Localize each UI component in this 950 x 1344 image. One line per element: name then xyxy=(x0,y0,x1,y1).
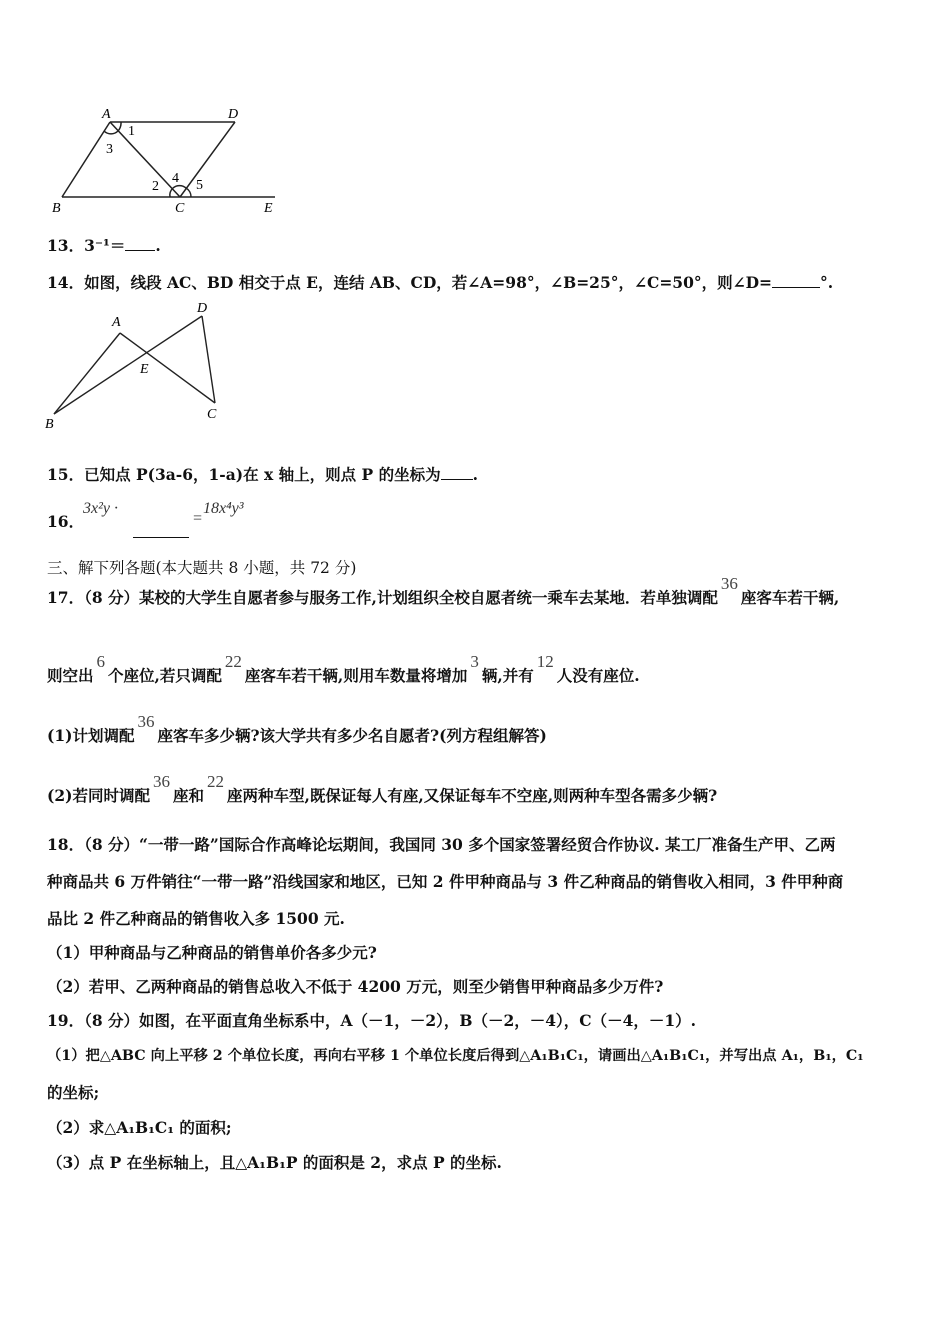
angle-3-label: 3 xyxy=(106,142,113,157)
question-18-part-1: （1）甲种商品与乙种商品的销售单价各多少元? xyxy=(47,943,377,962)
question-17-line-2: 则空出6个座位,若只调配22座客车若干辆,则用车数量将增加3辆,并有12人没有座位. xyxy=(47,652,640,685)
label-A: A xyxy=(102,107,111,122)
label-E: E xyxy=(264,201,273,216)
crossing-segments-figure xyxy=(40,298,240,438)
answer-blank[interactable] xyxy=(133,523,189,542)
label-B: B xyxy=(45,417,54,432)
answer-blank[interactable] xyxy=(125,249,155,251)
question-19-line-1: 19．（8 分）如图，在平面直角坐标系中，A（－1，－2），B（－2，－4），C（－4，－1）. xyxy=(47,1011,697,1030)
question-18-line-1: 18．（8 分）“一带一路”国际合作高峰论坛期间，我国同 30 多个国家签署经贸合作协议. 某工厂准备生产甲、乙两 xyxy=(47,835,836,854)
angle-5-label: 5 xyxy=(196,178,203,193)
label-C: C xyxy=(207,407,217,422)
question-15: 15．已知点 P(3a-6，1-a)在 x 轴上，则点 P 的坐标为 . xyxy=(47,465,478,484)
question-19-part-2: （2）求△A₁B₁C₁ 的面积; xyxy=(47,1118,232,1137)
question-17-line-1: 17．（8 分）某校的大学生自愿者参与服务工作,计划组织全校自愿者统一乘车去某地．若单独调配36座客车若干辆, xyxy=(47,574,840,607)
answer-blank[interactable] xyxy=(441,478,473,480)
label-B: B xyxy=(52,201,61,216)
label-E: E xyxy=(140,362,149,377)
label-A: A xyxy=(112,315,121,330)
equals-sign: = xyxy=(192,510,203,527)
question-19-part-1: （1）把△ABC 向上平移 2 个单位长度，再向右平移 1 个单位长度后得到△A₁B₁C₁，请画出△A₁B₁C₁，并写出点 A₁，B₁，C₁ xyxy=(47,1048,864,1064)
question-18-line-3: 品比 2 件乙种商品的销售收入多 1500 元. xyxy=(47,909,345,928)
question-16: 16． xyxy=(47,512,85,531)
question-14: 14．如图，线段 AC、BD 相交于点 E，连结 AB、CD，若∠A=98°，∠B=25°，∠C=50°，则∠D= °. xyxy=(47,273,834,292)
question-17-part-2: (2)若同时调配36座和22座两种车型,既保证每人有座,又保证每车不空座,则两种车型各需多少辆? xyxy=(47,772,718,805)
question-19-part-1-continued: 的坐标; xyxy=(47,1083,100,1102)
expression-left: 3x²y · xyxy=(83,500,118,517)
angle-1-label: 1 xyxy=(128,124,135,139)
parallelogram-figure xyxy=(40,100,300,220)
label-C: C xyxy=(175,201,185,216)
section-title: 三、解下列各题(本大题共 8 小题，共 72 分) xyxy=(47,559,357,577)
question-13: 13．3⁻¹＝ . xyxy=(47,236,161,255)
expression-right: 18x⁴y³ xyxy=(203,500,244,517)
question-18-part-2: （2）若甲、乙两种商品的销售总收入不低于 4200 万元，则至少销售甲种商品多少万件? xyxy=(47,977,664,996)
angle-2-label: 2 xyxy=(152,179,159,194)
label-D: D xyxy=(197,301,208,316)
question-19-part-3: （3）点 P 在坐标轴上，且△A₁B₁P 的面积是 2，求点 P 的坐标. xyxy=(47,1153,502,1172)
question-18-line-2: 种商品共 6 万件销往“一带一路”沿线国家和地区，已知 2 件甲种商品与 3 件乙种商品的销售收入相同，3 件甲种商 xyxy=(47,872,844,891)
answer-blank[interactable] xyxy=(772,286,820,288)
angle-4-label: 4 xyxy=(172,171,179,186)
question-17-part-1: (1)计划调配36座客车多少辆?该大学共有多少名自愿者?(列方程组解答) xyxy=(47,712,547,745)
label-D: D xyxy=(228,107,239,122)
